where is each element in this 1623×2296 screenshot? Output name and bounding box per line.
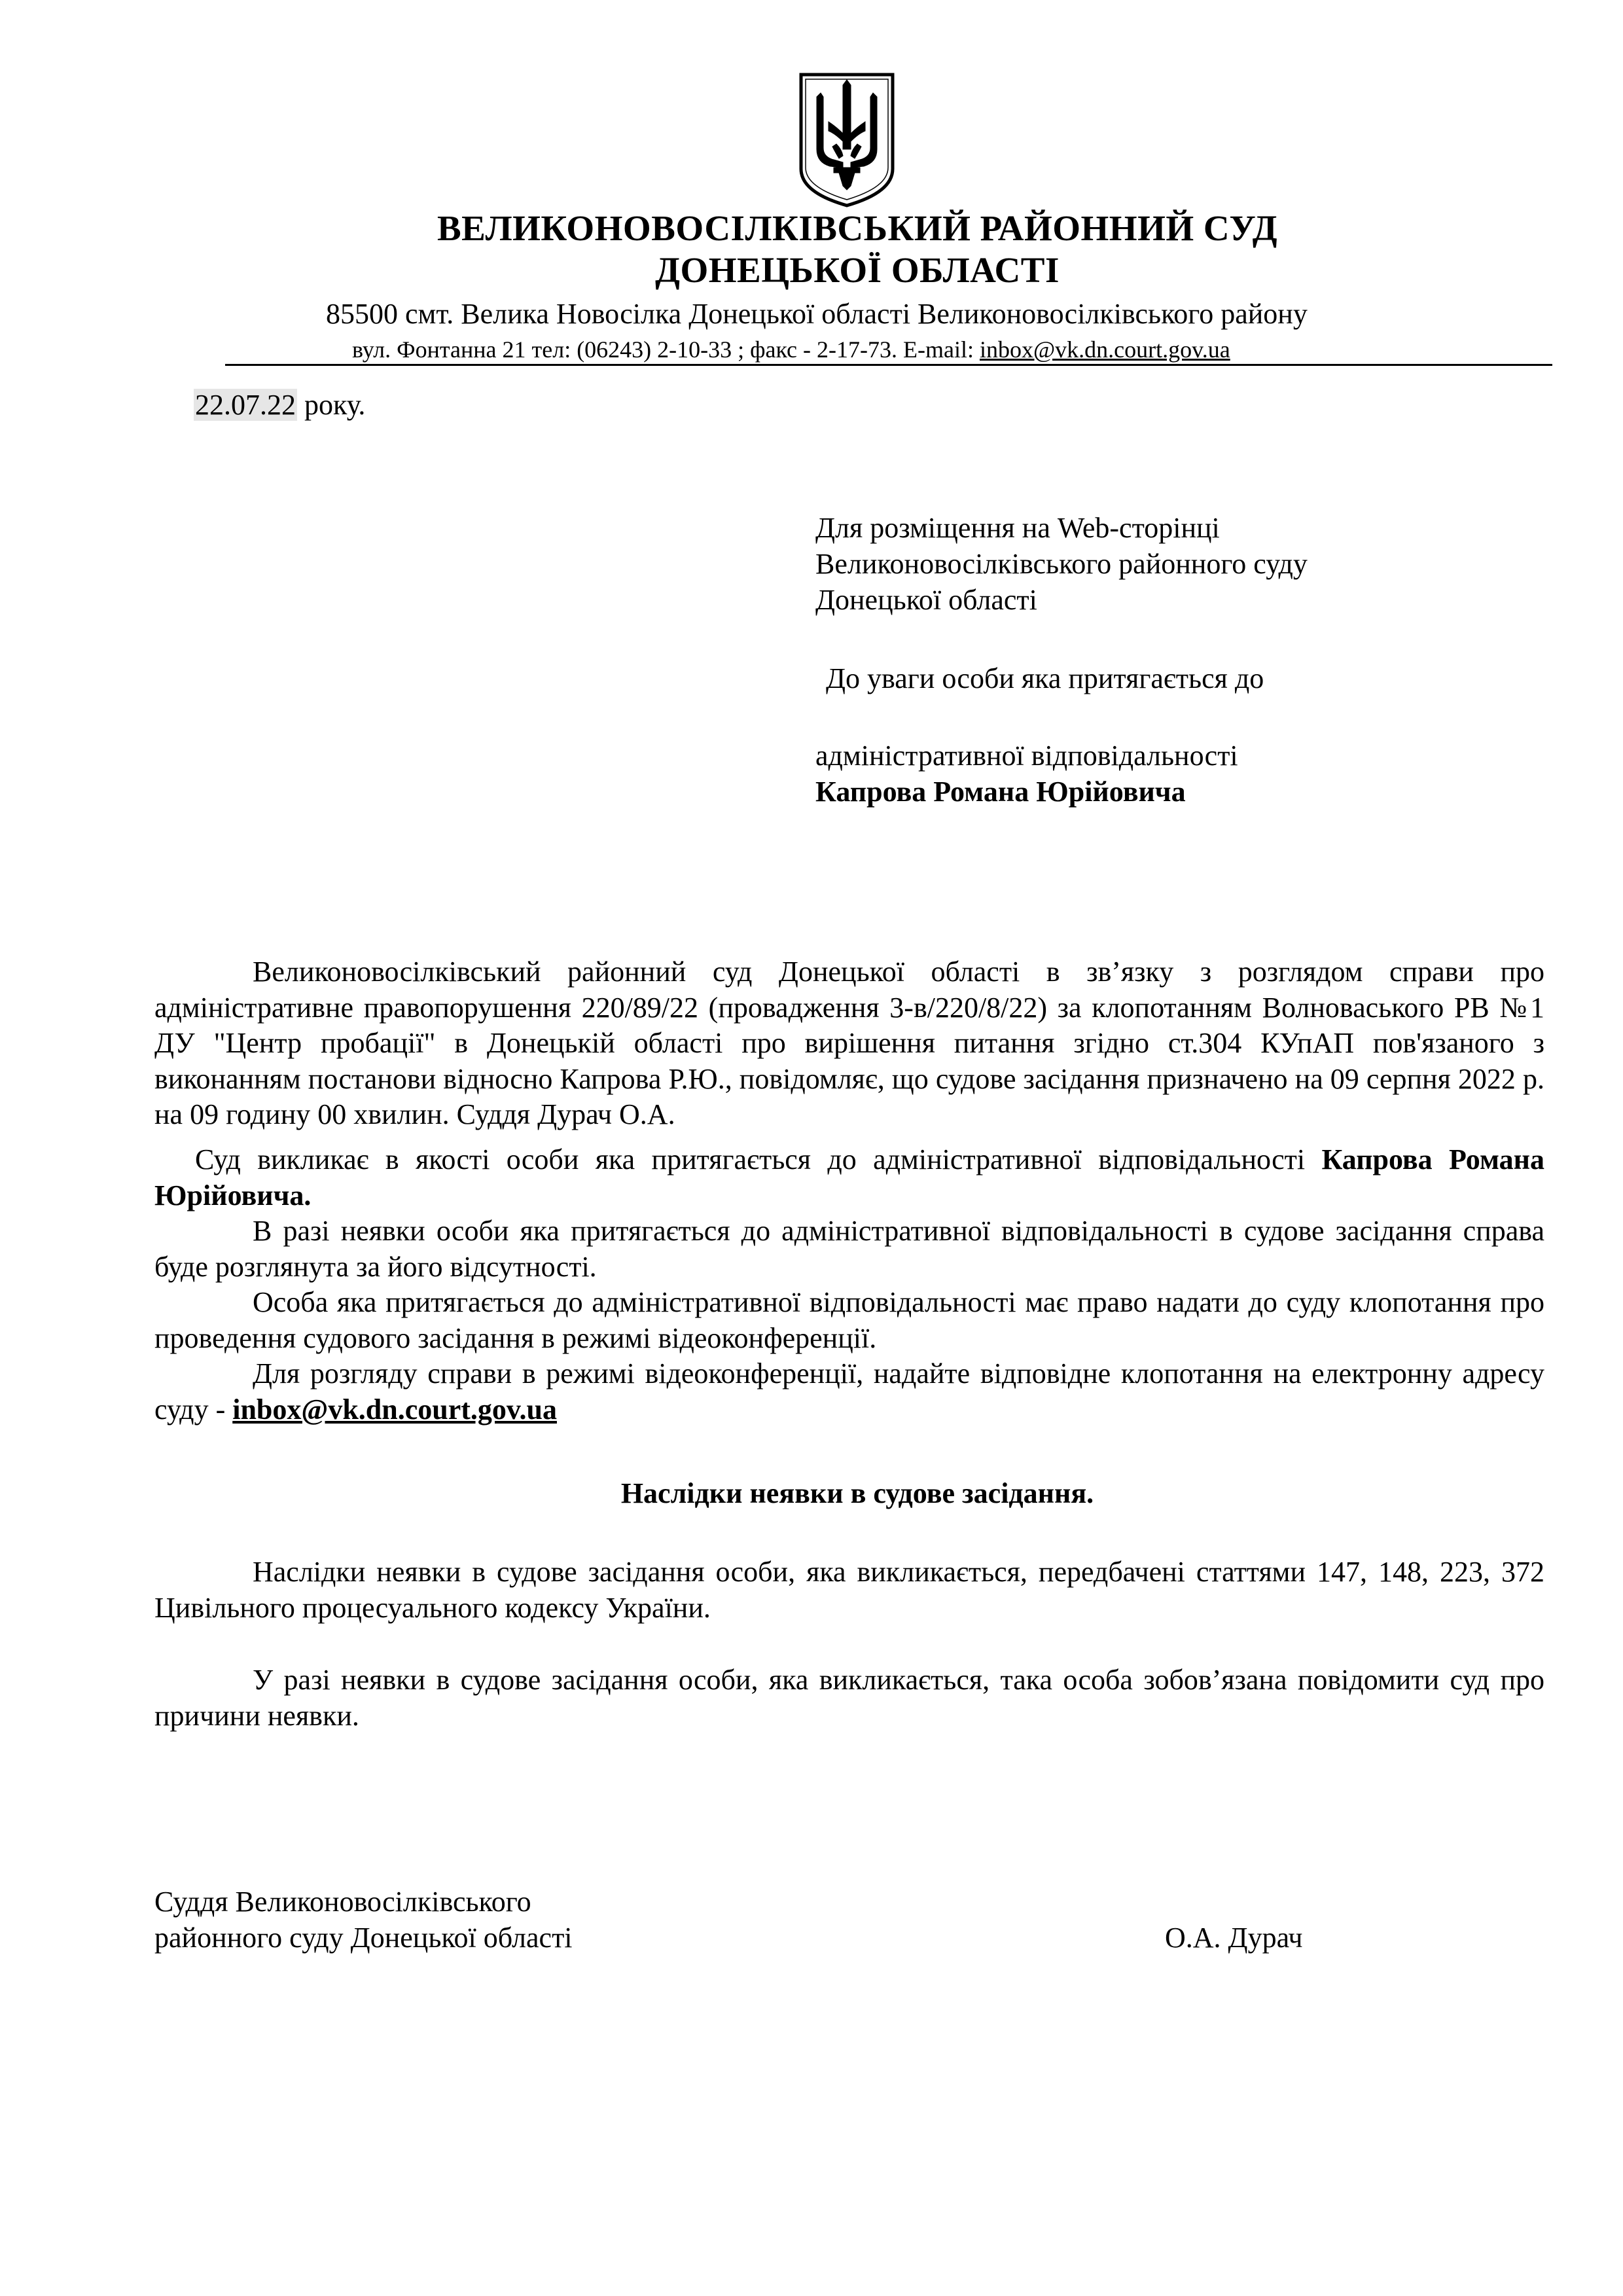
body-email-link[interactable]: inbox@vk.dn.court.gov.ua — [232, 1393, 557, 1426]
court-name-line2: ДОНЕЦЬКОЇ ОБЛАСТІ — [655, 250, 1060, 290]
signature-name: О.А. Дурач — [1165, 1922, 1303, 1954]
paragraph-hearing-notice — [154, 954, 1544, 1133]
paragraph-absence — [154, 1213, 1544, 1285]
recipient-line-1: Для розміщення на Web-сторінці — [815, 512, 1220, 544]
recipient-line-5: адміністративної відповідальності — [815, 740, 1238, 772]
header-email-link[interactable]: inbox@vk.dn.court.gov.ua — [979, 336, 1230, 363]
court-address: 85500 смт. Велика Новосілка Донецької області Великоновосілківського району — [326, 298, 1308, 330]
contacts-text: вул. Фонтанна 21 тел: (06243) 2-10-33 ; факс - 2-17-73. E-mail: — [352, 336, 980, 363]
court-name-line1: ВЕЛИКОНОВОСІЛКІВСЬКИЙ РАЙОННИЙ СУД — [437, 208, 1278, 248]
paragraph-1: Великоновосілківський районний суд Донецької області в зв’язку з розглядом справи про адміністративне правопорушення 220/89/22 (провадження 3-в/220/8/22) за клопотанням Волноваського РВ №1 ДУ "Центр пробації" в Донецькій області про вирішення питання згідно ст.304 КУпАП пов'язаного з виконанням постанови відносно Капрова Р.Ю., повідомляє, що судове засідання призначено на 09 серпня 2022 р. на 09 годину 00 хвилин. Суддя Дурач О.А. — [154, 956, 1544, 1130]
recipient-line-4: До уваги особи яка притягається до — [826, 662, 1264, 694]
paragraph-3: В разі неявки особи яка притягається до адміністративної відповідальності в судове засідання справа буде розглянута за його відсутності. — [154, 1215, 1544, 1283]
header-divider — [225, 364, 1552, 366]
recipient-line-2: Великоновосілківського районного суду — [815, 548, 1308, 580]
paragraph-videoconference-right — [154, 1285, 1544, 1356]
letter-date — [194, 387, 365, 423]
signature-title-line1: Суддя Великоновосілківського — [154, 1886, 531, 1918]
paragraph-2-name: Капрова Романа Юрійовича. — [154, 1143, 1544, 1211]
section-heading: Наслідки неявки в судове засідання. — [620, 1477, 1094, 1509]
paragraph-notify-court — [154, 1662, 1544, 1734]
paragraph-consequences — [154, 1554, 1544, 1626]
date-suffix: року. — [297, 389, 366, 421]
paragraph-2 — [154, 1142, 1544, 1213]
paragraph-6: Наслідки неявки в судове засідання особи, яка викликається, передбачені статтями 147, 148, 223, 372 Цивільного процесуального кодексу України. — [154, 1556, 1544, 1624]
paragraph-2-text: Суд викликає в якості особи яка притягається до адміністративної відповідальності — [195, 1143, 1322, 1175]
recipient-name: Капрова Романа Юрійовича — [815, 776, 1186, 808]
paragraph-4: Особа яка притягається до адміністративної відповідальності має право надати до суду клопотання про проведення судового засідання в режимі відеоконференції. — [154, 1286, 1544, 1354]
paragraph-videoconference-request — [154, 1356, 1544, 1427]
paragraph-5 — [154, 1356, 1544, 1427]
paragraph-summons — [154, 1142, 1544, 1213]
recipient-line-3: Донецької області — [815, 584, 1037, 616]
paragraph-5-text: Для розгляду справи в режимі відеоконференції, надайте відповідне клопотання на електронну адресу суду - — [154, 1357, 1544, 1426]
paragraph-7: У разі неявки в судове засідання особи, яка викликається, така особа зобов’язана повідомити суд про причини неявки. — [154, 1664, 1544, 1732]
date-value: 22.07.22 — [195, 389, 296, 421]
court-contacts — [352, 336, 1530, 363]
signature-title-line2: районного суду Донецької області — [154, 1922, 573, 1954]
trident-coat-of-arms-icon — [797, 71, 897, 209]
